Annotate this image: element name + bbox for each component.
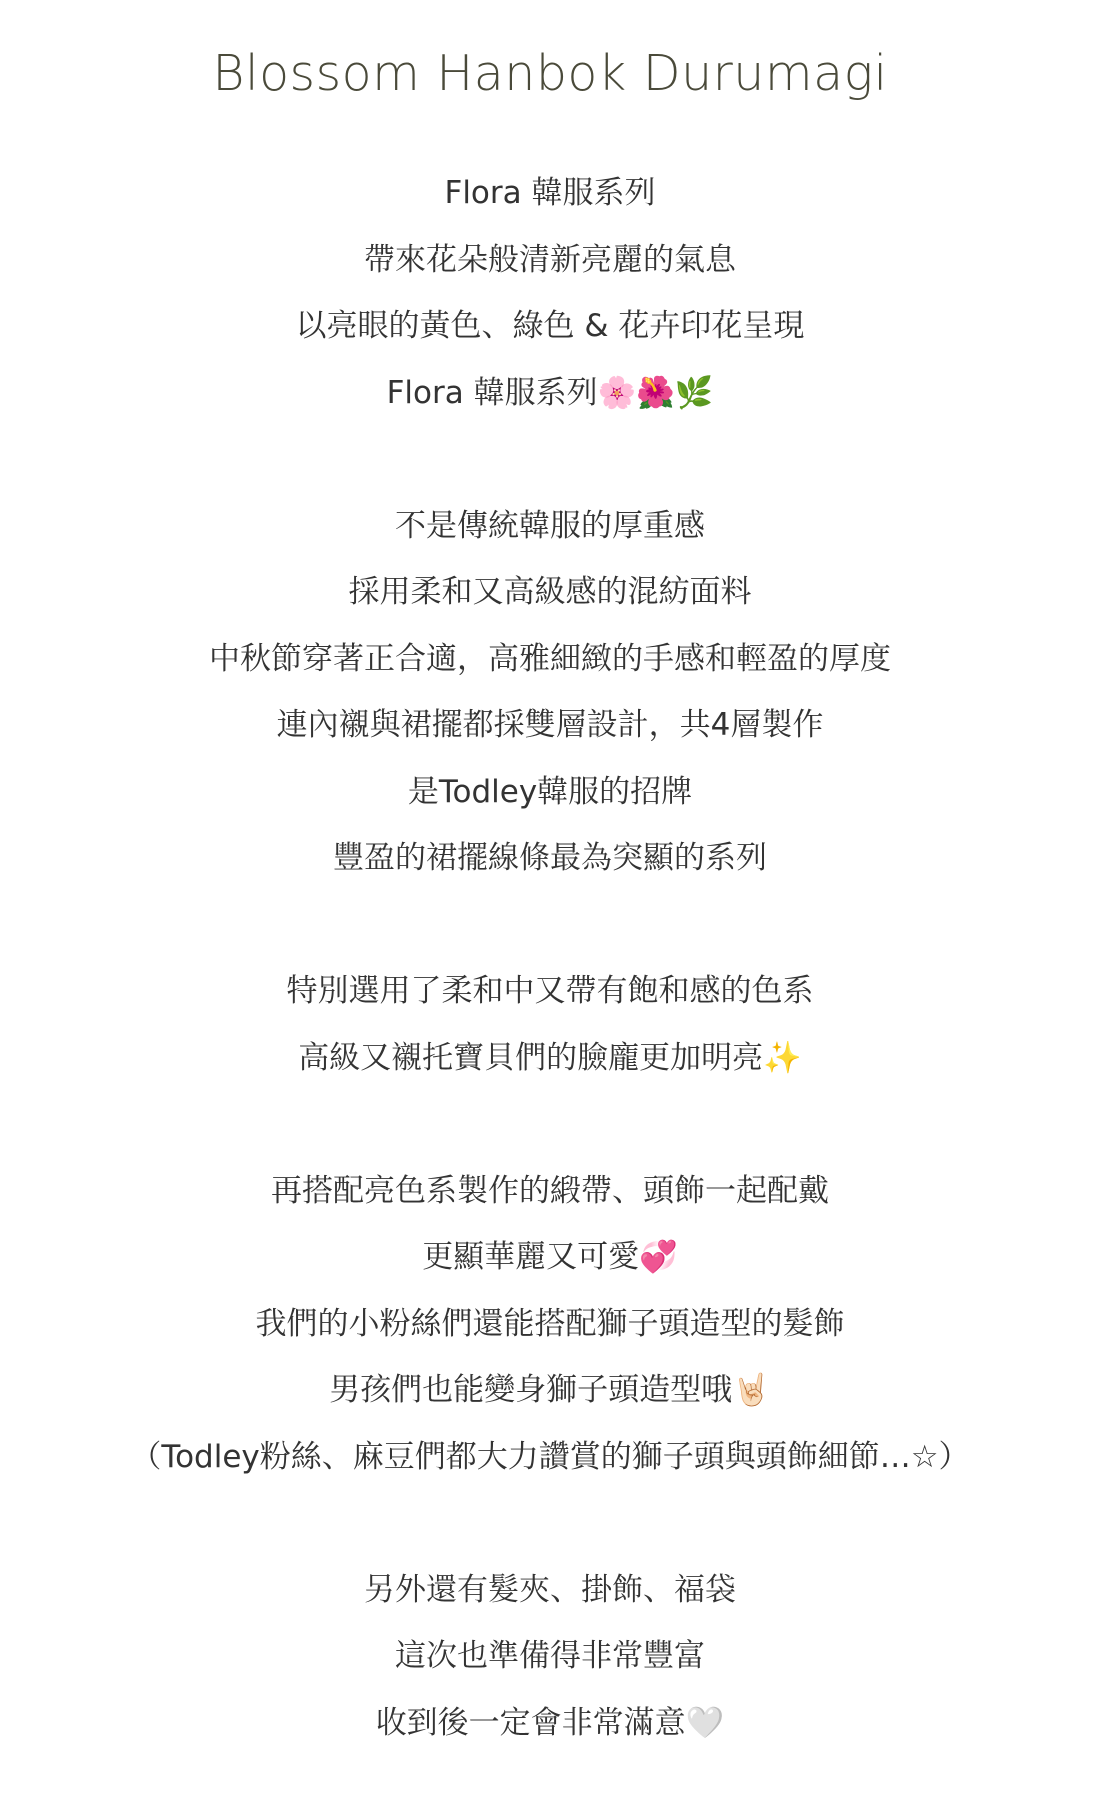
description-line: 更顯華麗又可愛💞: [422, 1239, 678, 1275]
description-line: 男孩們也能變身獅子頭造型哦🤘🏻: [329, 1372, 771, 1408]
description-line: 是Todley韓服的招牌: [407, 773, 693, 810]
description-line: 這次也準備得非常豐富: [395, 1638, 705, 1674]
product-title: Blossom Hanbok Durumagi: [212, 45, 888, 102]
description-line: 特別選用了柔和中又帶有飽和感的色系: [286, 973, 814, 1009]
description-line: 再搭配亮色系製作的緞帶、頭飾一起配戴: [271, 1172, 829, 1209]
description-line: Flora 韓服系列🌸🌺🌿: [386, 374, 714, 411]
description-line: 不是傳統韓服的厚重感: [395, 507, 705, 544]
description-line: 帶來花朵般清新亮麗的氣息: [364, 241, 736, 278]
description-line: 採用柔和又高級感的混紡面料: [348, 574, 752, 610]
description-line: 我們的小粉絲們還能搭配獅子頭造型的髮飾: [255, 1305, 845, 1342]
description-line: 收到後一定會非常滿意🤍: [375, 1704, 725, 1741]
description-line: 中秋節穿著正合適，高雅細緻的手感和輕盈的厚度: [209, 640, 891, 677]
paragraph-spacer: [0, 1091, 1100, 1158]
description-line: （Todley粉絲、麻豆們都大力讚賞的獅子頭與頭飾細節…☆）: [130, 1438, 970, 1475]
description-line: 另外還有髮夾、掛飾、福袋: [364, 1571, 736, 1608]
description-line: 以亮眼的黃色、綠色 & 花卉印花呈現: [295, 308, 805, 344]
description-body: [0, 160, 1100, 1756]
paragraph-spacer: [0, 1490, 1100, 1557]
description-line: 豐盈的裙擺線條最為突顯的系列: [333, 840, 767, 876]
description-line: 連內襯與裙擺都採雙層設計，共4層製作: [276, 707, 824, 743]
paragraph-spacer: [0, 426, 1100, 493]
description-line: 高級又襯托寶貝們的臉龐更加明亮✨: [298, 1039, 802, 1076]
paragraph-spacer: [0, 892, 1100, 959]
description-line: Flora 韓服系列: [444, 175, 656, 211]
